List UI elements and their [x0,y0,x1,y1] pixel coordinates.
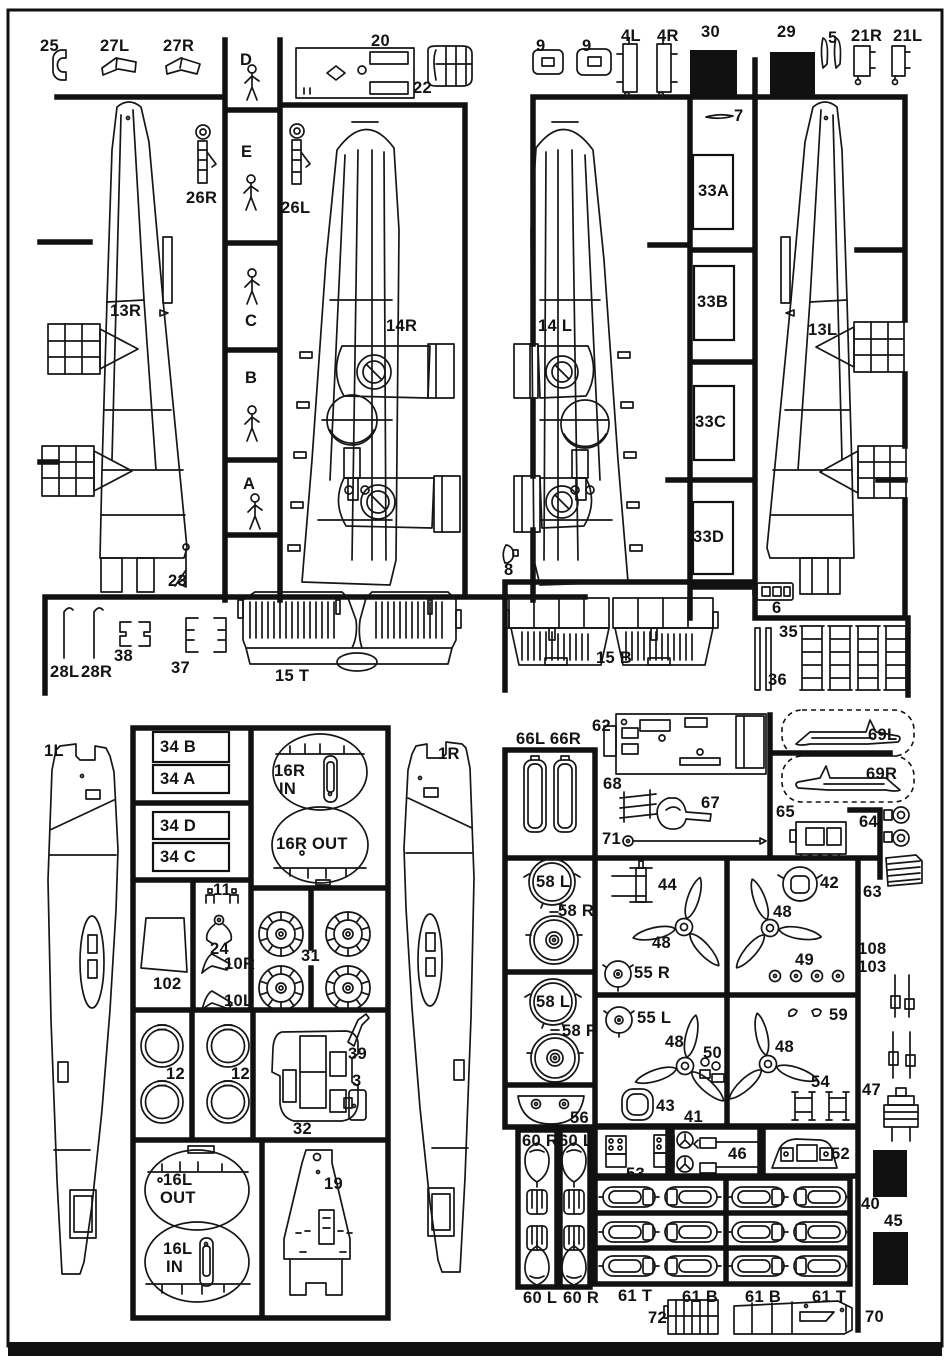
part-52-drawing [772,1139,837,1168]
part-45-drawing [873,1232,908,1285]
label-37: 37 [171,659,190,677]
part-46-drawing [694,1138,760,1173]
label-14L: 14 L [538,317,573,335]
label-42: 42 [820,874,839,892]
label-20: 20 [371,32,390,50]
label-22: 22 [413,79,432,97]
part-62-drawing [604,714,766,774]
part-21L-drawing [892,46,910,85]
part-42-drawing [778,867,822,901]
label-12a: 12 [166,1065,185,1083]
label-10L: 10L [224,992,254,1010]
label-9a: 9 [536,37,546,55]
part-35-drawings [800,626,908,690]
figure-E-drawing [244,175,258,210]
label-58L-a: 58 L [536,873,571,891]
label-40: 40 [861,1195,880,1213]
part-65-drawing [790,822,846,857]
part-22-drawing [296,48,414,98]
part-28L-28R-drawing [64,608,103,658]
label-11: 11 [213,881,232,899]
label-39: 39 [348,1045,367,1063]
part-108-103-drawing [889,975,915,1078]
label-45: 45 [884,1212,903,1230]
label-7: 7 [734,107,744,125]
label-33B: 33B [697,293,729,311]
part-1L-drawing [48,744,118,1274]
part-44-drawing [612,861,652,902]
label-16L-out-1: 16L [163,1171,193,1189]
label-fig-A: A [243,475,256,493]
label-16L-in-2: IN [166,1258,184,1276]
part-14L-drawing [514,122,642,585]
label-4R: 4R [657,27,679,45]
part-27L-drawing [102,58,136,75]
label-4L: 4L [621,27,641,45]
label-49: 49 [795,951,814,969]
part-26L-drawing [290,124,310,184]
label-28R: 28R [81,663,113,681]
label-21R: 21R [851,27,883,45]
label-48b: 48 [773,903,792,921]
label-33C: 33C [695,413,727,431]
label-19: 19 [324,1175,343,1193]
label-43: 43 [656,1097,675,1115]
label-66: 66L 66R [516,730,582,748]
part-54-drawing [792,1092,849,1120]
label-fig-E: E [241,143,253,161]
label-60L-bot: 60 L [523,1289,558,1307]
part-6-drawing [753,583,793,600]
label-34B: 34 B [160,738,197,756]
part-71-drawing [623,836,766,846]
label-33D: 33D [693,528,725,546]
label-48d: 48 [775,1038,794,1056]
label-15T: 15 T [275,667,310,685]
label-fig-D: D [240,51,253,69]
label-108: 108 [858,940,887,958]
figure-A-drawing [248,494,262,529]
part-41-drawing [677,1132,693,1172]
label-67: 67 [701,794,720,812]
label-58L-b: 58 L [536,993,571,1011]
label-34D: 34 D [160,817,197,835]
figure-D-drawing [245,65,259,100]
label-70: 70 [865,1308,884,1326]
label-41: 41 [684,1108,703,1126]
label-10R: 10R [224,955,256,973]
label-72: 72 [648,1309,667,1327]
label-13L: 13L [808,321,838,339]
label-30: 30 [701,23,720,41]
label-61T-a: 61 T [618,1287,653,1305]
label-54: 54 [811,1073,830,1091]
label-53: 53 [626,1165,645,1183]
part-7-drawing [706,115,733,119]
label-60L-top: 60 L [559,1132,594,1150]
part-55L-drawing [604,1007,634,1037]
label-47: 47 [862,1081,881,1099]
label-9b: 9 [582,37,592,55]
part-37-drawing [186,618,226,652]
part-26R-drawing [196,125,216,183]
label-14R: 14R [386,317,418,335]
label-102: 102 [153,975,182,993]
label-61B-b: 61 B [745,1288,782,1306]
label-38: 38 [114,647,133,665]
part-68-drawing [620,790,656,822]
label-59: 59 [829,1006,848,1024]
label-44: 44 [658,876,677,894]
label-32: 32 [293,1120,312,1138]
label-8: 8 [504,561,514,579]
label-62: 62 [592,717,611,735]
figure-B-drawing [245,406,259,441]
label-26R: 26R [186,189,218,207]
label-27L: 27L [100,37,130,55]
label-55L: 55 L [637,1009,672,1027]
label-16R-in: IN [279,780,297,798]
label-61B-a: 61 B [682,1288,719,1306]
part-59-drawing [789,1009,821,1016]
label-69R: 69R [866,765,898,783]
part-14R-drawing [288,122,460,585]
part-64-drawing [884,807,909,846]
label-23: 23 [168,572,187,590]
part-16L-OUT-drawing [145,1146,249,1230]
part-19-drawing [284,1150,352,1295]
label-16L-in-1: 16L [163,1240,193,1258]
part-4R-drawing [657,38,677,98]
label-fig-C: C [245,312,258,330]
label-28L: 28L [50,663,80,681]
part-30-drawing [690,50,737,97]
label-61T-b: 61 T [812,1288,847,1306]
label-27R: 27R [163,37,195,55]
label-69L: 69L [868,726,898,744]
part-40-drawing [873,1150,907,1197]
label-24: 24 [210,940,229,958]
part-16L-IN-drawing [145,1222,250,1302]
label-12b: 12 [231,1065,250,1083]
label-56: 56 [570,1109,589,1127]
label-65: 65 [776,803,795,821]
part-20-drawing [428,46,472,86]
part-102-drawing [141,918,187,972]
label-3: 3 [352,1072,362,1090]
part-43-drawing [622,1089,653,1120]
label-fig-B: B [245,369,258,387]
label-60R-top: 60 R [522,1132,559,1150]
label-26L: 26L [281,199,311,217]
part-13R-drawing [42,102,187,592]
label-103: 103 [858,958,887,976]
part-15T-drawing [238,592,461,671]
label-60R-bot: 60 R [563,1289,600,1307]
label-13R: 13R [110,302,142,320]
label-5: 5 [828,29,838,47]
part-4L-drawing [617,38,637,98]
label-34A: 34 A [160,770,196,788]
part-63-drawing [886,855,922,886]
part-47-drawing [884,1088,918,1141]
label-58R-a: 58 R [558,902,595,920]
label-68: 68 [603,775,622,793]
part-27R-drawing [166,58,200,74]
label-58R-b: 58 R [562,1022,599,1040]
label-48c: 48 [665,1033,684,1051]
part-32-drawing [272,1031,358,1121]
label-35: 35 [779,623,798,641]
label-48a: 48 [652,934,671,952]
label-31: 31 [301,947,320,965]
part-13L-drawing [767,102,906,594]
part-49-drawing [770,971,844,982]
part-38-drawing [120,622,150,646]
label-46: 46 [728,1145,747,1163]
label-55R: 55 R [634,964,671,982]
part-29-drawing [770,52,815,97]
label-64: 64 [859,813,878,831]
figure-C-drawing [245,269,259,304]
label-16L-out-2: OUT [160,1189,196,1207]
label-16R: 16R [274,762,306,780]
label-33A: 33A [698,182,730,200]
part-21R-drawing [854,46,875,85]
label-52: 52 [831,1145,850,1163]
label-6: 6 [772,599,782,617]
label-1R: 1R [438,745,460,763]
part-1R-drawing [404,742,474,1272]
part-53-drawing [606,1135,674,1167]
label-71: 71 [602,830,621,848]
label-34C: 34 C [160,848,197,866]
label-21L: 21L [893,27,923,45]
label-63: 63 [863,883,882,901]
part-55R-drawing [603,961,633,991]
label-36: 36 [768,671,787,689]
label-25: 25 [40,37,59,55]
label-50: 50 [703,1044,722,1062]
label-16R-out: 16R OUT [276,835,348,853]
label-15B: 15 B [596,649,633,667]
label-29: 29 [777,23,796,41]
part-66-frames [524,756,576,832]
label-1L: 1L [44,742,64,760]
